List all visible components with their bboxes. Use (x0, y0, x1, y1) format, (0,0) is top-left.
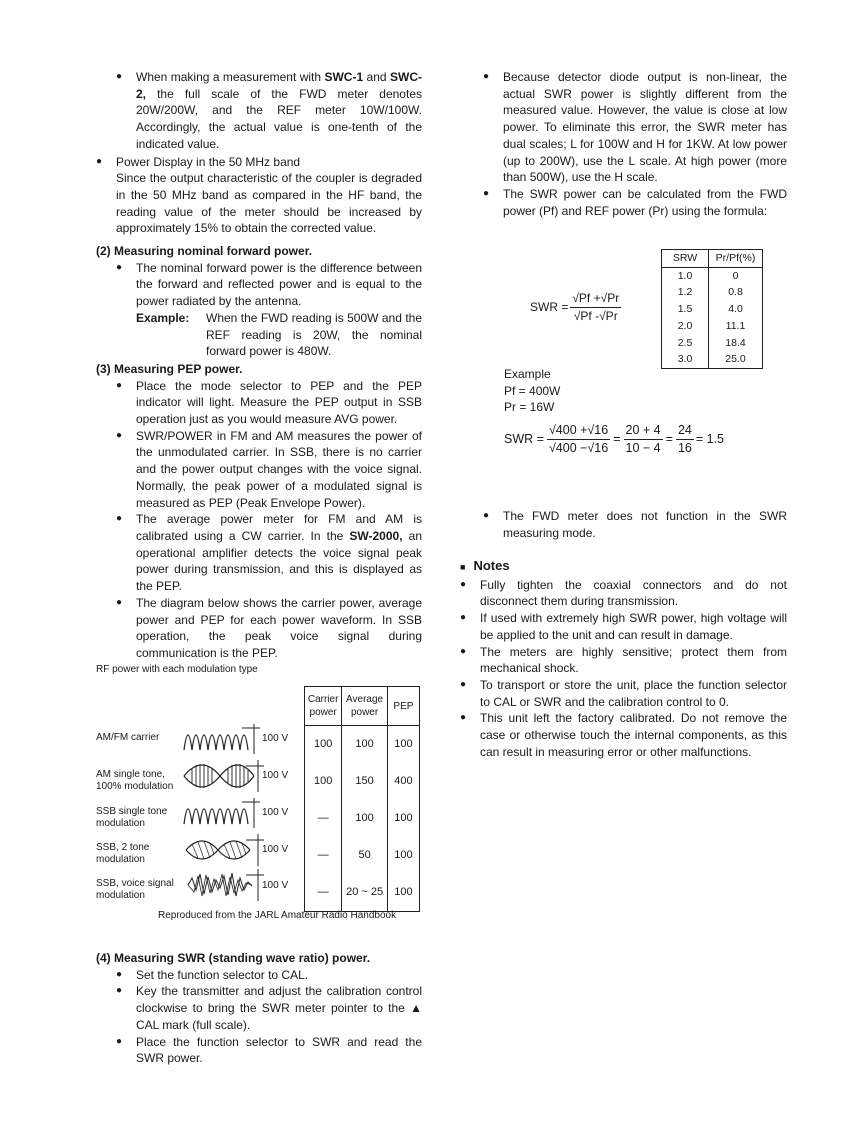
rf-cell: 400 (387, 763, 419, 800)
example-label: Example: (136, 310, 190, 325)
note-item: ● The meters are highly sensitive; protect them from mechanical shock. (460, 644, 787, 677)
sec4-bullet-3: ● Place the function selector to SWR and read the SWR power. (116, 1034, 422, 1067)
sec2-example (136, 310, 422, 360)
fwd-note (483, 508, 787, 541)
example-fraction-1: $\frac{√400 +√16}{√400 -√16}$ (548, 423, 609, 455)
rf-caption: RF power with each modulation type (96, 664, 258, 675)
swr-cell: 1.5 (662, 301, 709, 318)
example-formula: SWR = $\frac{√400 +√16}{√400 -√16}$ = $\frac{20 + 4}{10 - 4}$ = $\frac{24}{16}$ = 1.5 (504, 423, 724, 455)
swr-cell: 3.0 (662, 351, 709, 368)
rf-cell: 50 (342, 837, 388, 874)
right-bullet-2: ● The SWR power can be calculated from the FWD power (Pf) and REF power (Pr) using the formula: (483, 186, 787, 219)
swr-header: Pr/Pf(%) (709, 250, 763, 268)
sec3-bullet-4: ● The diagram below shows the carrier power, average power and PEP for each power waveform. In SSB operation, the peak voice signal during communication is the PEP. (116, 595, 422, 662)
rf-header-average: Average power (342, 687, 388, 726)
sec4-bullet-1: ● Set the function selector to CAL. (116, 967, 422, 984)
voice-waveform (182, 868, 264, 902)
scale-label: 100 V (262, 844, 289, 855)
swr-cell: 1.0 (662, 267, 709, 284)
example-fraction-3: $\frac{24}{16}$ (677, 423, 692, 455)
section-4-heading: (4) Measuring SWR (standing wave ratio) power. (96, 951, 371, 965)
swr-cell: 4.0 (709, 301, 763, 318)
example-pf: Pf = 400W (504, 383, 561, 398)
right-column (483, 69, 787, 219)
note-item: ● To transport or store the unit, place the function selector to CAL or SWR and the calibration control to 0. (460, 677, 787, 710)
rf-cell: 100 (387, 726, 419, 764)
rf-header-carrier: Carrier power (305, 687, 342, 726)
sec2-bullet: ● The nominal forward power is the difference between the forward and reflected power and is equal to the power radiated by the antenna. (116, 260, 422, 310)
rf-cell: 150 (342, 763, 388, 800)
right-bullet-1: ● Because detector diode output is non-linear, the actual SWR power is slightly different from the measured value. However, the value is close at low power. To eliminate this error, the SWR meter has dual scales; L for 100W and H for 1KW. At low power (up to 200W), use the L scale. At high power (more than 500W), use the H scale. (483, 69, 787, 186)
rf-power-table (304, 686, 420, 912)
section-3-heading: (3) Measuring PEP power. (96, 361, 243, 376)
note-item: ● Fully tighten the coaxial connectors and do not disconnect them during transmission. (460, 577, 787, 610)
notes-title: ■ Notes (460, 558, 510, 573)
swr-cell: 2.0 (662, 318, 709, 335)
right-bullet-3: ● The FWD meter does not function in the SWR measuring mode. (483, 508, 787, 541)
swr-cell: 25.0 (709, 351, 763, 368)
square-bullet-icon: ■ (460, 562, 466, 572)
rf-cell: 100 (305, 726, 342, 764)
sec3-bullet-2: ● SWR/POWER in FM and AM measures the power of the unmodulated carrier. In SSB, there is no carrier and the power output changes with the voice signal. Normally, the peak power of a modulated signal is measured as PEP (Peak Envelope Power). (116, 428, 422, 512)
rf-cell: 100 (305, 763, 342, 800)
rf-cell: — (305, 837, 342, 874)
example-text: When the FWD reading is 500W and the REF reading is 20W, the nominal forward power is 480W. (206, 310, 422, 359)
rf-cell: — (305, 874, 342, 912)
rf-row-label: SSB single tone modulation (96, 806, 168, 829)
swc-note: ● When making a measurement with SWC-1 and SWC-2, the full scale of the FWD meter denotes 20W/200W, and the REF meter 10W/100W. Accordingly, the actual value is one-tenth of the indicated value. (116, 69, 422, 153)
ssb-tone-waveform (180, 796, 260, 830)
rf-row-label: AM/FM carrier (96, 732, 160, 743)
rf-row-label: SSB, voice signal modulation (96, 878, 174, 901)
swr-cell: 0.8 (709, 284, 763, 301)
rf-cell: 100 (387, 800, 419, 837)
swr-formula (530, 290, 621, 324)
swr-header: SRW (662, 250, 709, 268)
rf-cell: 20 ~ 25 (342, 874, 388, 912)
scale-label: 100 V (262, 880, 289, 891)
example-fraction-2: $\frac{20 + 4}{10 - 4}$ (625, 423, 661, 455)
rf-cell: 100 (342, 800, 388, 837)
example-pr: Pr = 16W (504, 400, 555, 415)
am-tone-waveform (180, 758, 264, 794)
note-item: ● If used with extremely high SWR power, high voltage will be applied to the unit and can result in damage. (460, 610, 787, 643)
scale-label: 100 V (262, 807, 289, 818)
scale-label: 100 V (262, 770, 289, 781)
sec3-bullet-3: ● The average power meter for FM and AM is calibrated using a CW carrier. In the SW-2000, an operational amplifier detects the voice signal peak power during transmission, and this is displayed as the PEP. (116, 511, 422, 595)
sec4-bullet-2: ● Key the transmitter and adjust the calibration control clockwise to bring the SWR meter pointer to the ▲ CAL mark (full scale). (116, 983, 422, 1033)
carrier-waveform (180, 722, 260, 756)
notes-section (460, 558, 787, 760)
section-4 (96, 950, 422, 1067)
rf-cell: — (305, 800, 342, 837)
note-item: ● This unit left the factory calibrated. Do not remove the case or otherwise touch the internal components, as this can result in measuring error or other malfunctions. (460, 710, 787, 760)
section-2-heading: (2) Measuring nominal forward power. (96, 244, 313, 259)
rf-source: Reproduced from the JARL Amateur Radio Handbook (158, 910, 397, 921)
power-display-title: ● Power Display in the 50 MHz band (96, 154, 422, 171)
formula-fraction: $\frac{√Pf +√Pr}{√Pf -√Pr}$ (572, 291, 620, 323)
example-block (504, 366, 560, 416)
swr-cell: 0 (709, 267, 763, 284)
rf-row-label: AM single tone, 100% modulation (96, 769, 174, 792)
rf-cell: 100 (387, 837, 419, 874)
sec3-bullet-1: ● Place the mode selector to PEP and the PEP indicator will light. Measure the PEP output in SSB operation just as you would measure AVG power. (116, 378, 422, 428)
swr-cell: 18.4 (709, 335, 763, 352)
swr-cell: 11.1 (709, 318, 763, 335)
swr-cell: 1.2 (662, 284, 709, 301)
swr-cell: 2.5 (662, 335, 709, 352)
rf-cell: 100 (387, 874, 419, 912)
ssb-two-tone-waveform (180, 832, 264, 868)
example-title: Example (504, 367, 551, 381)
scale-label: 100 V (262, 733, 289, 744)
formula-lhs: SWR = (530, 299, 569, 314)
rf-header-pep: PEP (387, 687, 419, 726)
power-display-text: Since the output characteristic of the coupler is degraded in the 50 MHz band as compared in the HF band, the reading value of the meter should be increased by approximately 15% to obtain the corrected value. (116, 171, 422, 236)
rf-cell: 100 (342, 726, 388, 764)
swr-table (661, 249, 763, 369)
left-column (96, 69, 422, 662)
rf-row-label: SSB, 2 tone modulation (96, 842, 150, 865)
